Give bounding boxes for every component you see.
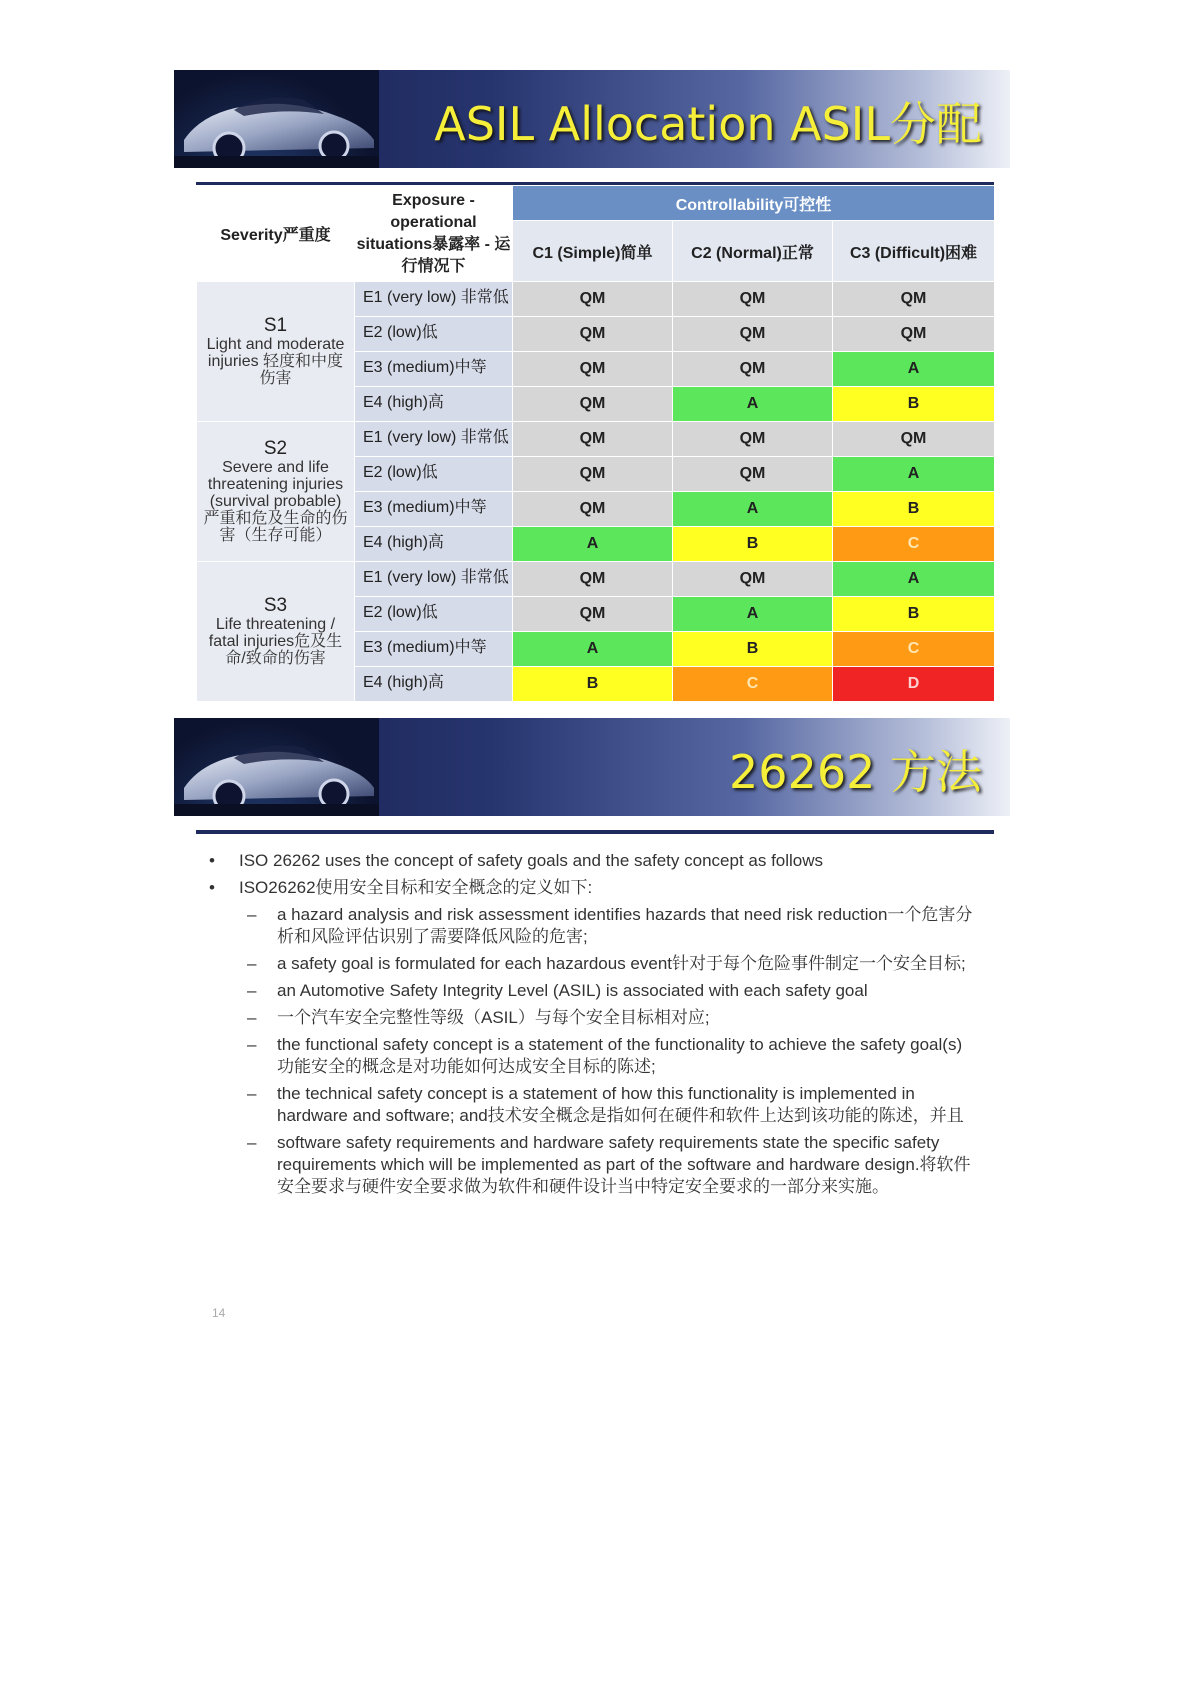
- exposure-cell: E1 (very low) 非常低: [355, 422, 513, 457]
- asil-level-cell: A: [833, 457, 995, 492]
- asil-level-cell: B: [833, 387, 995, 422]
- asil-level-cell: C: [833, 527, 995, 562]
- header-controllability: Controllability可控性: [513, 186, 995, 221]
- page-number: 14: [212, 1306, 226, 1320]
- asil-row: [197, 422, 995, 457]
- asil-level-cell: B: [673, 632, 833, 667]
- asil-level-cell: QM: [833, 317, 995, 352]
- asil-level-cell: QM: [673, 422, 833, 457]
- header-severity: Severity严重度: [197, 186, 355, 282]
- exposure-cell: E2 (low)低: [355, 457, 513, 492]
- asil-level-cell: QM: [833, 422, 995, 457]
- exposure-cell: E2 (low)低: [355, 317, 513, 352]
- slide-26262-method: [174, 718, 1010, 1338]
- exposure-cell: E4 (high)高: [355, 527, 513, 562]
- asil-level-cell: QM: [673, 457, 833, 492]
- sub-bullet-item: – a hazard analysis and risk assessment identifies hazards that need risk reduction一个危害分析和风险评估识别了需要降低风险的危害;: [209, 904, 979, 948]
- header-exposure: Exposure - operational situations暴露率 - 运行情况下: [355, 186, 513, 282]
- sub-bullet-item: – 一个汽车安全完整性等级（ASIL）与每个安全目标相对应;: [209, 1007, 979, 1029]
- asil-level-cell: QM: [513, 457, 673, 492]
- asil-level-cell: A: [513, 527, 673, 562]
- exposure-cell: E3 (medium)中等: [355, 352, 513, 387]
- asil-level-cell: QM: [513, 387, 673, 422]
- asil-table-body: [197, 282, 995, 702]
- asil-level-cell: A: [513, 632, 673, 667]
- severity-name: S2: [263, 437, 288, 459]
- severity-description: Life threatening / fatal injuries危及生命/致命的伤害: [208, 615, 343, 667]
- severity-name: S3: [263, 594, 288, 616]
- asil-level-cell: B: [833, 597, 995, 632]
- slide-title: ASIL Allocation ASIL分配: [434, 97, 982, 151]
- exposure-cell: E4 (high)高: [355, 667, 513, 702]
- asil-level-cell: QM: [513, 352, 673, 387]
- asil-level-cell: A: [833, 352, 995, 387]
- asil-level-cell: D: [833, 667, 995, 702]
- slide-asil-allocation: [174, 70, 1010, 690]
- asil-level-cell: QM: [513, 317, 673, 352]
- asil-level-cell: A: [673, 597, 833, 632]
- exposure-cell: E3 (medium)中等: [355, 632, 513, 667]
- header-c2: C2 (Normal)正常: [673, 221, 833, 282]
- asil-level-cell: QM: [513, 422, 673, 457]
- exposure-cell: E1 (very low) 非常低: [355, 562, 513, 597]
- asil-table: [196, 185, 995, 702]
- severity-description: Severe and life threatening injuries (survival probable)严重和危及生命的伤害（生存可能）: [203, 458, 348, 544]
- asil-row: [197, 562, 995, 597]
- title-divider: [196, 830, 994, 834]
- sub-bullet-item: – a safety goal is formulated for each hazardous event针对于每个危险事件制定一个安全目标;: [209, 953, 979, 975]
- header-c1: C1 (Simple)简单: [513, 221, 673, 282]
- slide-title: 26262 方法: [729, 745, 982, 799]
- asil-row: [197, 282, 995, 317]
- severity-cell: [197, 562, 355, 702]
- asil-level-cell: QM: [673, 562, 833, 597]
- exposure-cell: E4 (high)高: [355, 387, 513, 422]
- sub-bullet-item: – software safety requirements and hardware safety requirements state the specific safety requirements which will be implemented as part of the software and hardware design.将软件安全要求与硬件安全要求做为软件和硬件设计当中特定安全要求的一部分来实施。: [209, 1132, 979, 1198]
- car-image: [174, 718, 379, 816]
- asil-level-cell: C: [833, 632, 995, 667]
- asil-level-cell: QM: [513, 492, 673, 527]
- asil-level-cell: QM: [513, 562, 673, 597]
- severity-description: Light and moderate injuries 轻度和中度伤害: [206, 335, 345, 387]
- bullet-item: • ISO 26262 uses the concept of safety goals and the safety concept as follows: [209, 850, 979, 872]
- asil-level-cell: B: [673, 527, 833, 562]
- asil-level-cell: QM: [673, 352, 833, 387]
- header-c3: C3 (Difficult)困难: [833, 221, 995, 282]
- asil-level-cell: B: [513, 667, 673, 702]
- car-image: [174, 70, 379, 168]
- severity-cell: [197, 282, 355, 422]
- asil-level-cell: A: [673, 387, 833, 422]
- asil-level-cell: QM: [513, 597, 673, 632]
- bullet-item: • ISO26262使用安全目标和安全概念的定义如下:: [209, 877, 979, 899]
- exposure-cell: E1 (very low) 非常低: [355, 282, 513, 317]
- asil-level-cell: QM: [673, 317, 833, 352]
- sub-bullet-item: – the technical safety concept is a statement of how this functionality is implemented in hardware and software; and技术安全概念是指如何在硬件和软件上达到该功能的陈述，并且: [209, 1083, 979, 1127]
- asil-level-cell: C: [673, 667, 833, 702]
- slide-banner: [174, 718, 1010, 816]
- slide-banner: [174, 70, 1010, 168]
- asil-level-cell: A: [673, 492, 833, 527]
- exposure-cell: E2 (low)低: [355, 597, 513, 632]
- bullet-list: [209, 850, 979, 1203]
- asil-level-cell: QM: [513, 282, 673, 317]
- severity-name: S1: [263, 314, 288, 336]
- asil-level-cell: B: [833, 492, 995, 527]
- sub-bullet-item: – an Automotive Safety Integrity Level (ASIL) is associated with each safety goal: [209, 980, 979, 1002]
- severity-cell: [197, 422, 355, 562]
- asil-level-cell: QM: [673, 282, 833, 317]
- sub-bullet-item: – the functional safety concept is a statement of the functionality to achieve the safety goal(s)功能安全的概念是对功能如何达成安全目标的陈述;: [209, 1034, 979, 1078]
- asil-level-cell: QM: [833, 282, 995, 317]
- asil-level-cell: A: [833, 562, 995, 597]
- exposure-cell: E3 (medium)中等: [355, 492, 513, 527]
